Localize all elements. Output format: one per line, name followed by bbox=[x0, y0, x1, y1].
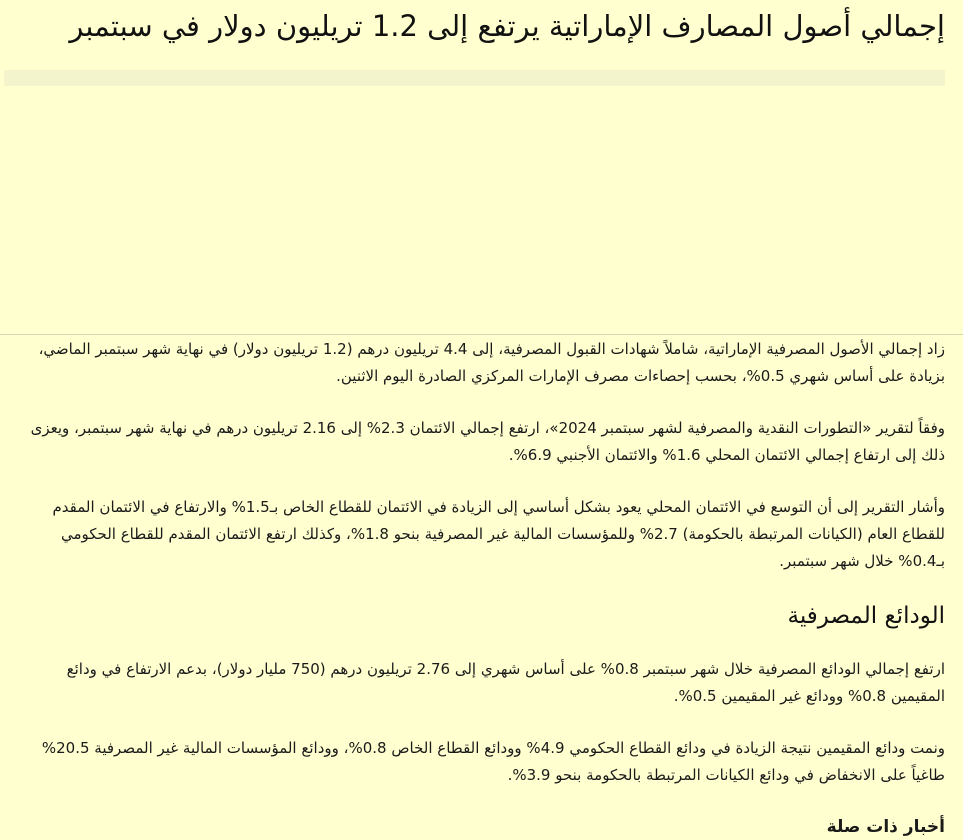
paragraph: زاد إجمالي الأصول المصرفية الإماراتية، شاملاً شهادات القبول المصرفية، إلى 4.4 تريليون درهم (1.2 تريليون دولار) في نهاية شهر سبتمبر الماضي، بزيادة على أساس شهري 0.5%، بحسب إحصاءات مصرف الإمارات المركزي الصادرة اليوم الاثنين. bbox=[38, 340, 945, 385]
ad-placeholder bbox=[4, 86, 945, 334]
article-body bbox=[15, 336, 945, 840]
banner-strip bbox=[4, 70, 945, 86]
article-title: إجمالي أصول المصارف الإماراتية يرتفع إلى 1.2 تريليون دولار في سبتمبر bbox=[69, 9, 945, 43]
paragraph: وفقاً لتقرير «التطورات النقدية والمصرفية لشهر سبتمبر 2024»، ارتفع إجمالي الائتمان 2.3% إلى 2.16 تريليون درهم في نهاية شهر سبتمبر، ويعزى ذلك إلى ارتفاع إجمالي الائتمان المحلي 1.6% والائتمان الأجنبي 6.9%. bbox=[30, 419, 945, 464]
section-heading: الودائع المصرفية bbox=[787, 603, 945, 629]
divider bbox=[0, 334, 963, 335]
paragraph: ونمت ودائع المقيمين نتيجة الزيادة في ودائع القطاع الحكومي 4.9% وودائع القطاع الخاص 0.8%، وودائع المؤسسات المالية غير المصرفية 20.5% طاغياً على الانخفاض في ودائع الكيانات المرتبطة بالحكومة بنحو 3.9%. bbox=[41, 739, 945, 784]
paragraph: وأشار التقرير إلى أن التوسع في الائتمان المحلي يعود بشكل أساسي إلى الزيادة في الائتمان للقطاع الخاص بـ1.5% والارتفاع في الائتمان المقدم للقطاع العام (الكيانات المرتبطة بالحكومة) 2.7% وللمؤسسات المالية غير المصرفية بنحو 1.8%، وكذلك ارتفع الائتمان المقدم للقطاع الحكومي بـ0.4% خلال شهر سبتمبر. bbox=[52, 498, 945, 570]
related-news-heading[interactable]: أخبار ذات صلة bbox=[826, 817, 945, 837]
paragraph: ارتفع إجمالي الودائع المصرفية خلال شهر سبتمبر 0.8% على أساس شهري إلى 2.76 تريليون درهم (750 مليار دولار)، بدعم الارتفاع في ودائع المقيمين 0.8% وودائع غير المقيمين 0.5%. bbox=[66, 660, 945, 705]
